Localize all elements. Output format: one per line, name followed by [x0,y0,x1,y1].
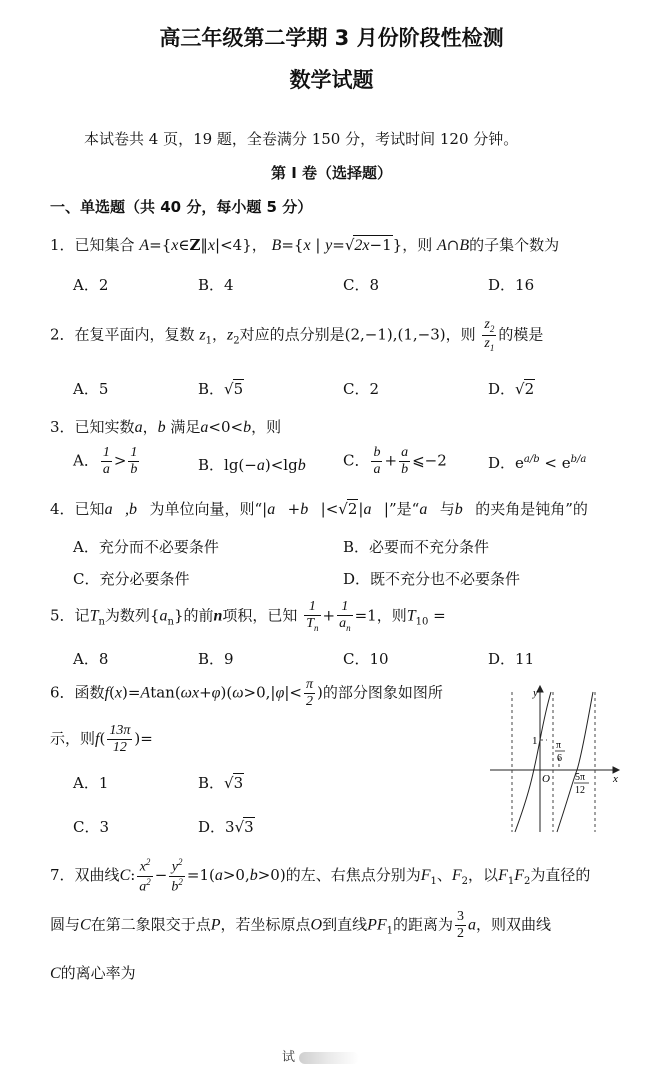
q6-option-b: B．√3 [198,774,244,792]
page-footer: 试 [282,1046,359,1065]
q2-option-d: D．√2 [488,380,535,398]
q1-option-a: A．2 [73,276,109,294]
question-1: 1．已知集合 A={x∈Z‖x|<4}， B={x | y=√2x−1}，则 A∩B的子集个数为 [50,236,560,254]
q3-option-b: B．lg(−a)<lgb [198,456,306,474]
exam-subject: 数学试题 [289,68,374,92]
q1-option-d: D．16 [488,276,535,294]
exam-intro: 本试卷共 4 页，19 题，全卷满分 150 分，考试时间 120 分钟。 [84,130,519,148]
graph-one-label: 1 [532,735,538,747]
question-3: 3．已知实数a，b 满足a<0<b，则 [50,418,282,436]
q2-option-a: A．5 [73,380,109,398]
graph-x-label: x [613,773,618,785]
graph-pi6-den: 6 [557,753,562,764]
question-7: 7．双曲线C: $\frac{x^2}{a^2}$ − $\frac{y^2}{b^2}$ =1(a>0,b>0)的左、右焦点分别为$F_1$、$F_2$，以$F_1F_2$为直径的 [50,857,591,895]
graph-5pi12-num: 5π [575,772,586,783]
q4-option-d: D．既不充分也不必要条件 [343,570,521,588]
q6-option-a: A．1 [73,774,109,792]
q4-option-c: C．充分必要条件 [73,570,190,588]
question-6: 6．函数f(x)=Atan(ωx+φ)(ω>0,|φ|< $\frac{\pi}{2}$ )的部分图象如图所 [50,677,443,709]
q5-option-a: A．8 [73,650,109,668]
q1-option-c: C．8 [343,276,380,294]
blurred-footer-mask [299,1052,359,1064]
q5-option-d: D．11 [488,650,535,668]
graph-origin-label: O [542,773,550,785]
q3-option-a: A． $\frac{1}{a}$ > $\frac{1}{b}$ [73,445,138,477]
section-heading: 一、单选题（共 40 分，每小题 5 分） [50,198,313,216]
q4-option-a: A．充分而不必要条件 [73,538,219,556]
q4-option-b: B．必要而不充分条件 [343,538,490,556]
q2-option-b: B．√5 [198,380,244,398]
graph-5pi12-den: 12 [575,785,585,796]
graph-y-label: y [533,687,538,699]
q6-option-d: D．3√3 [198,818,254,836]
q1-option-b: B．4 [198,276,234,294]
q3-option-d: D．$e^{a/b} < e^{b/a}$ [488,454,587,472]
graph-pi6-num: π [556,740,562,751]
question-4: 4．已知a⃗,b⃗为单位向量，则“|a⃗+b⃗|<√2|a⃗|”是“a⃗与b⃗的夹角是钝角”的 [50,500,588,518]
question-2: 2．在复平面内，复数 $z_1$，$z_2$对应的点分别是(2,−1),(1,−3)，则 $\frac{z_2}{z_1}$ 的模是 [50,317,544,353]
question-7-line2: 圆与C在第二象限交于点P，若坐标原点O到直线$PF_1$的距离为 $\frac{3}{2}$ a，则双曲线 [50,909,552,941]
question-7-line3: C的离心率为 [50,964,136,982]
exam-title: 高三年级第二学期 3 月份阶段性检测 [159,26,504,50]
question-5: 5．记$T_n$为数列$\{a_n\}$的前n项积，已知 $\frac{1}{T_n}$ + $\frac{1}{a_n}$ =1，则$T_{10}$ = [50,599,446,633]
q6-option-c: C．3 [73,818,110,836]
q5-option-b: B．9 [198,650,234,668]
question-6-cont: 示，则f( $\frac{13\pi}{12}$ )= [50,723,153,755]
tangent-graph [485,684,625,836]
q2-option-c: C．2 [343,380,380,398]
q3-option-c: C． $\frac{b}{a}$ + $\frac{a}{b}$ ⩽−2 [343,445,447,477]
q5-option-c: C．10 [343,650,389,668]
volume-heading: 第 I 卷（选择题） [270,164,393,182]
